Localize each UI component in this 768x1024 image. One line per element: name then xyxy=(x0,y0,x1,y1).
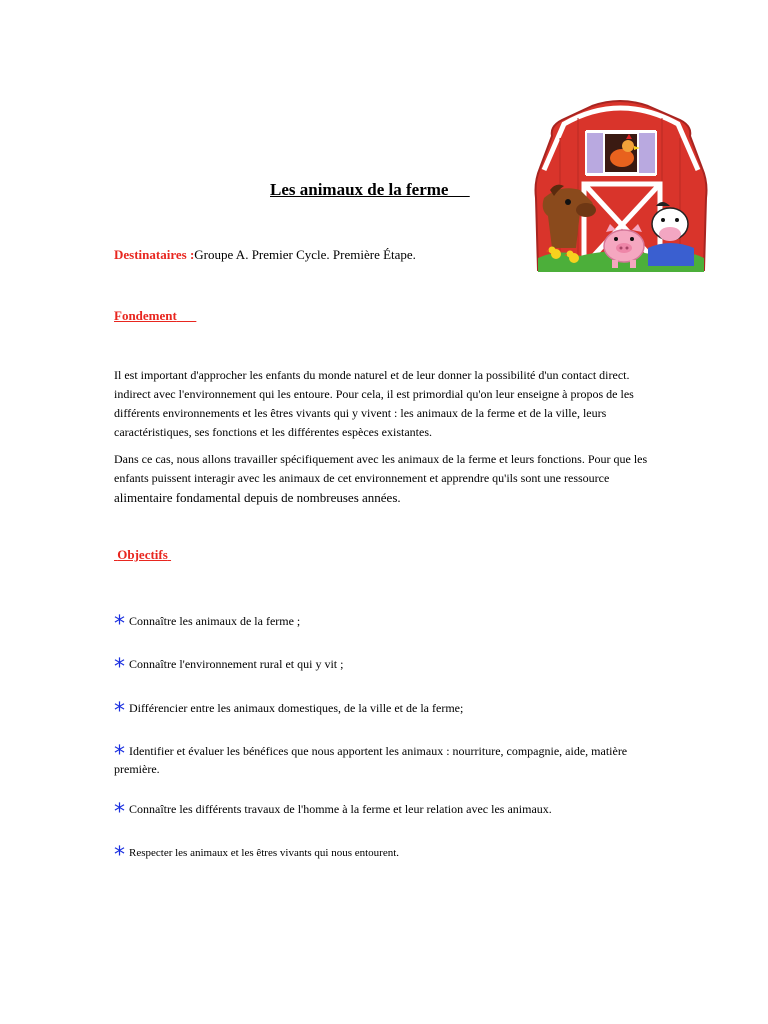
bullet-star-icon: * xyxy=(114,843,125,868)
recipients-line xyxy=(114,247,416,263)
recipients-value: Groupe A. Premier Cycle. Première Étape. xyxy=(194,247,416,262)
paragraph-1: Il est important d'approcher les enfants du monde naturel et de leur donner la possibilité d'un contact direct. indirect avec l'environnement qui les entoure. Pour cela, il est primordial qu'on leur enseigne à propos de les différents environnements et les êtres vivants qui y vivent : les animaux de la ferme et de la ville, leurs caractéristiques, ses fonctions et les différentes espèces existantes. xyxy=(114,368,634,439)
recipients-label: Destinataires : xyxy=(114,247,195,262)
objective-item: * Connaître l'environnement rural et qui y vit ; xyxy=(114,655,344,680)
document-title: Les animaux de la ferme xyxy=(270,180,449,199)
bullet-star-icon: * xyxy=(114,742,125,767)
paragraph-2-main: Dans ce cas, nous allons travailler spécifiquement avec les animaux de la ferme et leurs fonctions. Pour que les enfants puissent interagir avec les animaux de cet environnement et apprendre qu'ils sont une ressource xyxy=(114,452,648,485)
paragraph-2-end: alimentaire fondamental depuis de nombreuses années. xyxy=(114,490,401,505)
objective-item: * Respecter les animaux et les êtres vivants qui nous entourent. xyxy=(114,843,400,868)
fondement-heading: Fondement xyxy=(114,308,177,323)
bullet-star-icon: * xyxy=(114,612,125,637)
objective-item: * Connaître les différents travaux de l'homme à la ferme et leur relation avec les animaux. xyxy=(114,800,552,825)
objective-item: * Identifier et évaluer les bénéfices que nous apportent les animaux : nourriture, compagnie, aide, matière première. xyxy=(114,742,628,776)
barn-with-farm-animals-icon xyxy=(530,98,710,280)
bullet-star-icon: * xyxy=(114,655,125,680)
objectifs-heading: Objectifs xyxy=(117,547,168,562)
paragraph-2 xyxy=(114,450,662,508)
bullet-star-icon: * xyxy=(114,800,125,825)
objective-item: * Différencier entre les animaux domestiques, de la ville et de la ferme; xyxy=(114,699,464,724)
objective-item: * Connaître les animaux de la ferme ; xyxy=(114,612,301,637)
bullet-star-icon: * xyxy=(114,699,125,724)
